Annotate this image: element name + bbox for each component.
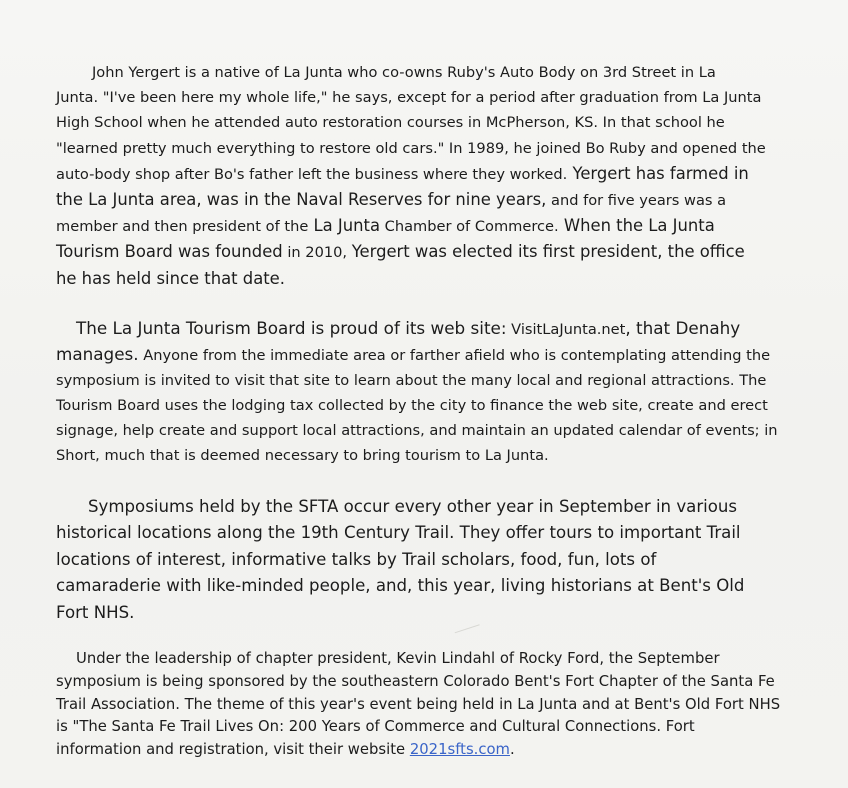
text-run: When the La Junta: [558, 216, 715, 236]
paragraph-sponsorship: [56, 648, 796, 762]
text-run: member and then president of the: [56, 218, 309, 236]
text-line: Short, much that is deemed necessary to bring tourism to La Junta.: [56, 447, 549, 464]
text-run: The La Junta Tourism Board is proud of its web site:: [76, 318, 507, 338]
text-line: symposium is being sponsored by the southeastern Colorado Bent's Fort Chapter of the Santa Fe: [56, 672, 775, 690]
text-run: the La Junta area, was in the Naval Reserves for nine years,: [56, 190, 547, 210]
text-line: he has held since that date.: [56, 268, 285, 288]
text-line: Symposiums held by the SFTA occur every other year in September in various: [88, 497, 738, 516]
text-line: John Yergert is a native of La Junta who co-owns Ruby's Auto Body on 3rd Street in La: [92, 64, 716, 81]
text-run: and for five years was a: [546, 192, 727, 210]
text-line: "learned pretty much everything to restore old cars." In 1989, he joined Bo Ruby and opened the: [56, 139, 766, 157]
text-run: VisitLaJunta.net: [506, 321, 626, 338]
scan-artifact: [455, 624, 484, 644]
paragraph-tourism-board: [56, 316, 796, 468]
text-run: Chamber of Commerce.: [380, 218, 559, 236]
text-line: [56, 239, 796, 265]
text-line: Fort NHS.: [56, 602, 135, 622]
text-run: Yergert was elected its first president, the office: [351, 242, 745, 262]
text-line: camaraderie with like-minded people, and, this year, living historians at Bent's Old: [56, 576, 745, 596]
text-run: Yergert has farmed in: [567, 163, 749, 183]
paragraph-symposiums: [56, 494, 796, 626]
text-line: [56, 316, 796, 342]
text-run: Tourism Board was founded: [56, 242, 283, 262]
text-run: Anyone from the immediate area or farther afield who is contemplating attending the: [138, 347, 771, 364]
text-line: [56, 187, 796, 213]
paragraph-yergert-bio: [56, 60, 796, 291]
text-line: Trail Association. The theme of this year's event being held in La Junta and at Bent's Old Fort NHS: [56, 695, 781, 713]
text-line: [56, 342, 796, 368]
text-run: information and registration, visit their website: [56, 741, 410, 759]
text-line: historical locations along the 19th Century Trail. They offer tours to important Trail: [56, 523, 741, 543]
text-run: manages.: [56, 344, 139, 364]
text-line: signage, help create and support local attractions, and maintain an updated calendar of events; in: [56, 422, 778, 439]
text-line: [56, 739, 796, 762]
text-line: Under the leadership of chapter president, Kevin Lindahl of Rocky Ford, the September: [76, 650, 720, 667]
text-line: symposium is invited to visit that site to learn about the many local and regional attractions. The: [56, 372, 767, 389]
text-run: , that Denahy: [625, 318, 741, 338]
text-run: .: [509, 741, 515, 759]
text-line: locations of interest, informative talks by Trail scholars, food, fun, lots of: [56, 549, 657, 569]
text-run: auto-body shop after Bo's father left the business where they worked.: [56, 165, 568, 183]
text-line: Tourism Board uses the lodging tax collected by the city to finance the web site, create and erect: [56, 397, 768, 414]
website-link[interactable]: 2021sfts.com: [409, 741, 510, 759]
text-line: [56, 161, 796, 187]
text-run: La Junta: [308, 216, 380, 236]
text-line: is "The Santa Fe Trail Lives On: 200 Years of Commerce and Cultural Connections. Fort: [56, 718, 695, 736]
text-line: Junta. "I've been here my whole life," he says, except for a period after graduation from La Junta: [56, 89, 762, 107]
text-run: in 2010,: [282, 244, 352, 262]
text-line: High School when he attended auto restoration courses in McPherson, KS. In that school he: [56, 114, 725, 132]
text-line: [56, 213, 796, 239]
